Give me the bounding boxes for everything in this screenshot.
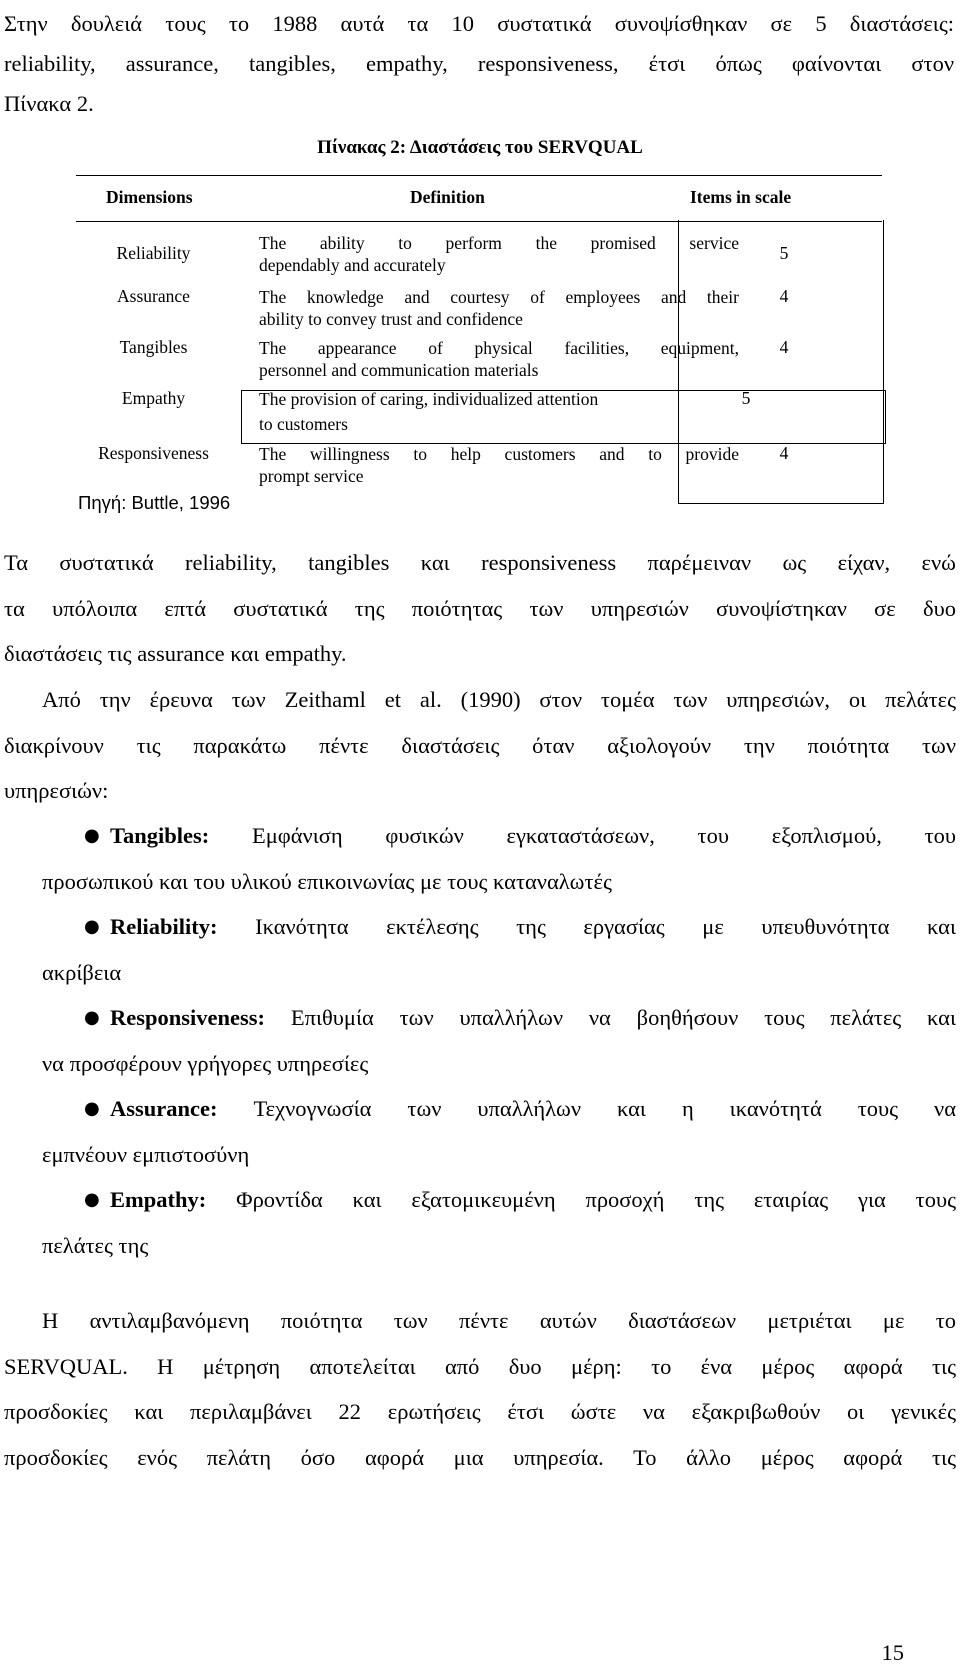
cell-definition (259, 286, 739, 330)
text-line: SERVQUAL. Η μέτρηση αποτελείται από δυο μέρη: το ένα μέρος αφορά τις (4, 1353, 956, 1379)
definition-line: ability to convey trust and confidence (259, 309, 523, 329)
bullet-first-line (4, 813, 956, 859)
text-line: διαστάσεις τις assurance και empathy. (4, 641, 347, 666)
header-dimensions: Dimensions (106, 187, 193, 207)
text-line: Η αντιλαμβανόμενη ποιότητα των πέντε αυτών διαστάσεων μετριέται με το (42, 1308, 956, 1333)
bullet-text: Τεχνογνωσία των υπαλλήλων και η ικανότητά τους να (253, 1096, 956, 1121)
text-line: τα υπόλοιπα επτά συστατικά της ποιότητας των υπηρεσιών συνοψίστηκαν σε δυο (4, 595, 956, 621)
text-line: Πίνακα 2. (4, 91, 94, 116)
cell-definition (259, 337, 739, 381)
definition-line: prompt service (259, 466, 364, 486)
text-line: Από την έρευνα των Zeithaml et al. (1990) στον τομέα των υπηρεσιών, οι πελάτες (42, 687, 956, 712)
bullet-term: Responsiveness: (110, 1005, 266, 1030)
intro-paragraph (4, 4, 954, 124)
text-line: προσδοκίες και περιλαμβάνει 22 ερωτήσεις έτσι ώστε να εξακριβωθούν οι γενικές (4, 1399, 956, 1424)
paragraph-1 (4, 540, 956, 677)
paragraph-3 (4, 1298, 956, 1480)
cell-items: 4 (779, 286, 789, 306)
bullet-continuation: πελάτες της (42, 1232, 149, 1258)
definition-line: The willingness to help customers and to provide (259, 444, 739, 464)
text-line: reliability, assurance, tangibles, empathy, responsiveness, έτσι όπως φαίνονται στον (4, 51, 954, 76)
definition-line: The appearance of physical facilities, equipment, (259, 338, 739, 358)
cell-definition (259, 388, 699, 435)
text-line: Τα συστατικά reliability, tangibles και responsiveness παρέμειναν ως είχαν, ενώ (4, 550, 956, 575)
bullet-text: Επιθυμία των υπαλλήλων να βοηθήσουν τους πελάτες και (290, 1005, 956, 1030)
header-definition: Definition (410, 187, 485, 207)
cell-definition (259, 443, 739, 487)
table-source: Πηγή: Buttle, 1996 (78, 492, 231, 513)
bullet-icon: ● (84, 1189, 100, 1210)
cell-dimension: Responsiveness (98, 443, 209, 463)
paragraph-2 (4, 677, 956, 814)
definition-line: The provision of caring, individualized attention (259, 389, 599, 409)
text-line: Στην δουλειά τους το 1988 αυτά τα 10 συστατικά συνοψίσθηκαν σε 5 διαστάσεις: (4, 11, 954, 36)
bullet-continuation: ακρίβεια (42, 959, 122, 985)
cell-dimension: Reliability (116, 243, 191, 263)
definition-line: The knowledge and courtesy of employees and their (259, 287, 739, 307)
bullet-first-line (4, 1177, 956, 1223)
bullet-term: Reliability: (110, 914, 218, 939)
bullet-item-assurance (4, 1086, 956, 1177)
cell-items: 5 (741, 388, 751, 408)
cell-definition (259, 232, 739, 276)
bullet-term: Empathy: (110, 1187, 207, 1212)
table-header (76, 175, 882, 222)
bullet-text: Ικανότητα εκτέλεσης της εργασίας με υπευθυνότητα και (255, 914, 956, 939)
cell-items: 4 (779, 337, 789, 357)
cell-items: 5 (779, 243, 789, 263)
bullet-continuation: εμπνέουν εμπιστοσύνη (42, 1141, 250, 1167)
text-line: προσδοκίες ενός πελάτη όσο αφορά μια υπηρεσία. Το άλλο μέρος αφορά τις (4, 1444, 956, 1470)
bullet-continuation: προσωπικού και του υλικού επικοινωνίας με τους καταναλωτές (42, 868, 612, 894)
definition-line: personnel and communication materials (259, 360, 539, 380)
page-number: 15 (881, 1640, 904, 1665)
bullet-continuation: να προσφέρουν γρήγορες υπηρεσίες (42, 1050, 369, 1076)
table-caption: Πίνακας 2: Διαστάσεις του SERVQUAL (317, 137, 643, 158)
text-line: υπηρεσιών: (4, 778, 109, 803)
definition-line: dependably and accurately (259, 255, 446, 275)
bullet-first-line (4, 995, 956, 1041)
bullet-term: Tangibles: (110, 823, 210, 848)
bullet-icon: ● (84, 1007, 100, 1028)
bullet-item-responsiveness (4, 995, 956, 1086)
bullet-first-line (4, 904, 956, 950)
cell-dimension: Tangibles (119, 337, 188, 357)
cell-items: 4 (779, 443, 789, 463)
bullet-item-empathy (4, 1177, 956, 1268)
bullet-icon: ● (84, 825, 100, 846)
bullet-item-tangibles (4, 813, 956, 904)
bullet-term: Assurance: (110, 1096, 218, 1121)
bullet-icon: ● (84, 1098, 100, 1119)
bullet-icon: ● (84, 916, 100, 937)
text-line: διακρίνουν τις παρακάτω πέντε διαστάσεις όταν αξιολογούν την ποιότητα των (4, 732, 956, 758)
definition-line: to customers (259, 414, 348, 434)
header-items: Items in scale (690, 187, 792, 207)
bullet-text: Εμφάνιση φυσικών εγκαταστάσεων, του εξοπλισμού, του (251, 823, 957, 848)
bullet-first-line (4, 1086, 956, 1132)
cell-dimension: Empathy (121, 388, 186, 408)
cell-dimension: Assurance (117, 286, 190, 306)
bullet-item-reliability (4, 904, 956, 995)
bullet-text: Φροντίδα και εξατομικευμένη προσοχή της εταιρίας για τους (236, 1187, 956, 1212)
definition-line: The ability to perform the promised service (259, 233, 739, 253)
